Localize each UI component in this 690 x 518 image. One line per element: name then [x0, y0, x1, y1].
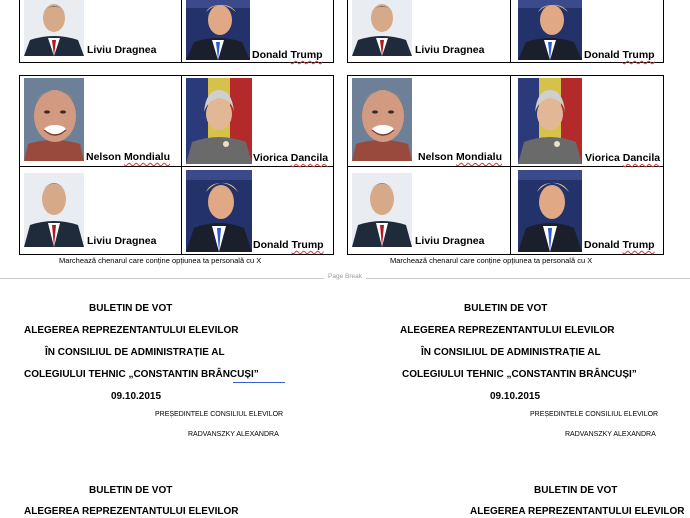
ballot-line-2: ÎN CONSILIUL DE ADMINISTRAȚIE AL — [421, 347, 601, 358]
grid-divider — [19, 166, 334, 167]
candidate-name-trump: Donald Trump — [252, 49, 323, 61]
candidate-photo-nelson — [24, 78, 84, 161]
ballot-line-3: COLEGIULUI TEHNIC „CONSTANTIN BRÂNCUȘI” — [24, 369, 259, 380]
candidate-photo-viorica — [518, 78, 582, 164]
ballot-line-1: ALEGEREA REPREZENTANTULUI ELEVILOR — [24, 325, 239, 336]
signer-name: RADVANSZKY ALEXANDRA — [188, 431, 279, 438]
candidate-photo-liviu — [352, 0, 412, 56]
text-cursor-underline — [233, 382, 285, 383]
candidate-name-nelson: Nelson Mondialu — [86, 151, 171, 163]
grid-divider — [510, 75, 511, 255]
ballot-title: BULETIN DE VOT — [534, 485, 618, 496]
ballot-date: 09.10.2015 — [490, 391, 541, 402]
ballot-line-1: ALEGEREA REPREZENTANTULUI ELEVILOR — [470, 506, 685, 517]
candidate-name-viorica: Viorica Dancila — [585, 152, 661, 164]
page-break-label: Page Break — [324, 273, 366, 280]
ballot-title: BULETIN DE VOT — [89, 485, 173, 496]
candidate-name-liviu: Liviu Dragnea — [87, 235, 157, 247]
ballot-line-3: COLEGIULUI TEHNIC „CONSTANTIN BRÂNCUȘI” — [402, 369, 637, 380]
ballot-line-1: ALEGEREA REPREZENTANTULUI ELEVILOR — [400, 325, 615, 336]
grid-divider — [181, 75, 182, 255]
candidate-name-liviu: Liviu Dragnea — [87, 44, 157, 56]
ballot-instruction: Marchează chenarul care conține opțiunea ta personală cu X — [390, 256, 593, 265]
candidate-name-viorica: Viorica Dancila — [253, 152, 329, 164]
ballot-line-1: ALEGEREA REPREZENTANTULUI ELEVILOR — [24, 506, 239, 517]
candidate-photo-liviu — [24, 0, 84, 56]
candidate-name-nelson: Nelson Mondialu — [418, 151, 503, 163]
candidate-photo-viorica — [186, 78, 252, 164]
candidate-photo-liviu — [352, 173, 412, 247]
ballot-instruction: Marchează chenarul care conține opțiunea ta personală cu X — [59, 256, 262, 265]
signer-name: RADVANSZKY ALEXANDRA — [565, 431, 656, 438]
candidate-photo-trump — [518, 0, 582, 60]
ballot-date: 09.10.2015 — [111, 391, 162, 402]
signer-role: PREȘEDINTELE CONSILIUL ELEVILOR — [155, 411, 284, 418]
ballot-title: BULETIN DE VOT — [89, 303, 173, 314]
candidate-name-trump: Donald Trump — [584, 49, 655, 61]
candidate-name-liviu: Liviu Dragnea — [415, 235, 485, 247]
ballot-line-2: ÎN CONSILIUL DE ADMINISTRAȚIE AL — [45, 347, 225, 358]
candidate-name-liviu: Liviu Dragnea — [415, 44, 485, 56]
signer-role: PREȘEDINTELE CONSILIUL ELEVILOR — [530, 411, 659, 418]
candidate-photo-trump — [186, 0, 250, 60]
candidate-photo-trump — [186, 170, 252, 252]
grid-divider — [347, 166, 664, 167]
candidate-photo-nelson — [352, 78, 412, 161]
candidate-photo-trump — [518, 170, 582, 252]
candidate-name-trump: Donald Trump — [584, 239, 655, 251]
candidate-photo-liviu — [24, 173, 84, 247]
ballot-title: BULETIN DE VOT — [464, 303, 548, 314]
candidate-name-trump: Donald Trump — [253, 239, 324, 251]
